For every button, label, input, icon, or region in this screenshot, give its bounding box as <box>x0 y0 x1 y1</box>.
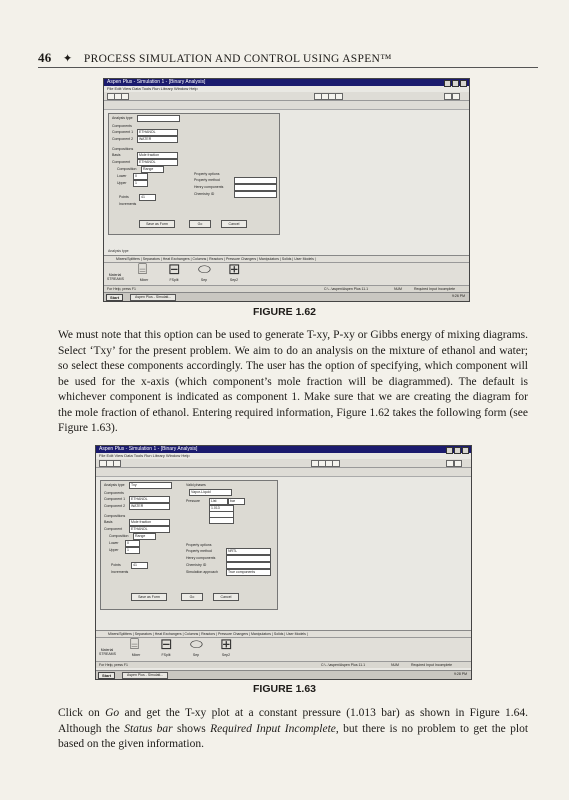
paragraph2-text-d: , but there is no problem to get the plot based on the given information. <box>58 722 529 750</box>
upper-label: Upper <box>109 548 119 552</box>
mixer-icon[interactable]: ⌸ <box>130 635 140 653</box>
model-label-2: FSplit <box>169 278 179 282</box>
analysis-type-label: Analysis type <box>104 483 125 487</box>
chemistry-id-select[interactable] <box>226 562 271 569</box>
fsplit-icon[interactable]: ⊟ <box>160 635 173 653</box>
running-header <box>38 50 538 66</box>
cancel-button[interactable]: Cancel <box>221 220 247 228</box>
component1-select[interactable]: ETHANOL <box>137 129 178 136</box>
figure-1-62-screenshot <box>103 78 470 302</box>
reinit-icon[interactable] <box>335 93 343 100</box>
chemistry-id-select[interactable] <box>234 191 277 198</box>
status-bar <box>104 285 469 292</box>
status-bar-emphasis: Status bar <box>124 722 173 735</box>
points-radio[interactable]: Points <box>111 563 121 567</box>
separator-glyph: ✦ <box>62 53 73 65</box>
composition-spec-label: Composition <box>117 167 137 171</box>
property-method-label: Property method <box>186 549 212 553</box>
sep2-icon[interactable]: ⊞ <box>220 635 233 653</box>
sep2-icon[interactable]: ⊞ <box>228 260 241 278</box>
minimize-icon[interactable] <box>446 447 453 454</box>
basis-label: Basis <box>104 520 113 524</box>
components-label: Components <box>104 491 124 495</box>
valid-phases-select[interactable]: Vapor-Liquid <box>189 489 232 496</box>
analysis-type-select[interactable]: Txy <box>129 482 172 489</box>
toolbar <box>104 92 469 101</box>
window-title: Aspen Plus - Simulation 1 - [Binary Analysis] <box>99 446 198 452</box>
close-icon[interactable] <box>462 447 469 454</box>
property-options-label: Property options <box>186 543 212 547</box>
close-icon[interactable] <box>460 80 467 87</box>
components-label: Components <box>112 124 132 128</box>
mixer-icon[interactable]: ⌸ <box>138 260 148 278</box>
save-icon[interactable] <box>113 460 121 467</box>
minimize-icon[interactable] <box>444 80 451 87</box>
window-controls[interactable] <box>444 80 467 85</box>
property-method-select[interactable] <box>234 177 277 184</box>
basis-select[interactable]: Mole fraction <box>129 519 170 526</box>
upper-input[interactable]: 1 <box>133 180 148 187</box>
henry-components-label: Henry components <box>186 556 216 560</box>
secondary-toolbar <box>104 101 469 110</box>
model-library-palette <box>96 630 471 661</box>
composition-spec-select[interactable]: Range <box>141 166 164 173</box>
fsplit-icon[interactable]: ⊟ <box>168 260 181 278</box>
maximize-icon[interactable] <box>454 447 461 454</box>
status-path: C:\...\aspen\Aspen Plus 11.1 <box>324 287 369 291</box>
upper-label: Upper <box>117 181 127 185</box>
header-rule <box>38 67 538 68</box>
running-title: PROCESS SIMULATION AND CONTROL USING ASPEN™ <box>83 53 392 65</box>
cancel-button[interactable]: Cancel <box>213 593 239 601</box>
property-options-label: Property options <box>194 172 220 176</box>
component2-select[interactable]: WATER <box>129 503 170 510</box>
model-label-1: Mixer <box>131 653 141 657</box>
simulation-approach-label: Simulation approach <box>186 570 218 574</box>
model-label-3: Sep <box>200 278 208 282</box>
binary-analysis-form <box>100 480 278 610</box>
increments-radio[interactable]: Increments <box>111 570 129 574</box>
go-button[interactable]: Go <box>189 220 211 228</box>
taskbar-clock: 9:26 PM <box>451 294 465 298</box>
property-method-select[interactable]: NRTL <box>226 548 271 555</box>
increments-radio[interactable]: Increments <box>119 202 137 206</box>
paragraph2-text-b: and get the T-xy plot at a constant pressure (1.013 bar) as shown in Figure 1.64. Although the <box>58 707 529 735</box>
property-method-label: Property method <box>194 178 220 182</box>
results-icon[interactable] <box>446 460 454 467</box>
composition-spec-select[interactable]: Range <box>133 533 156 540</box>
lower-input[interactable]: 0 <box>125 540 140 547</box>
component2-select[interactable]: WATER <box>137 136 178 143</box>
secondary-toolbar <box>96 468 471 477</box>
menu-bar[interactable]: File Edit View Data Tools Run Library Window Help <box>99 453 190 458</box>
simulation-approach-select[interactable]: True components <box>226 569 271 576</box>
taskbar-item-aspen[interactable]: Aspen Plus - Simulati... <box>122 672 168 679</box>
points-input[interactable]: 41 <box>131 562 148 569</box>
go-button[interactable]: Go <box>181 593 203 601</box>
henry-components-select[interactable] <box>226 555 271 562</box>
taskbar <box>104 292 469 301</box>
model-label-4: Sep2 <box>229 278 239 282</box>
lower-label: Lower <box>117 174 127 178</box>
status-help: For Help, press F1 <box>107 287 136 291</box>
start-button[interactable]: Start <box>98 672 115 679</box>
help-icon[interactable] <box>452 93 460 100</box>
upper-input[interactable]: 1 <box>125 547 140 554</box>
model-label-4: Sep2 <box>221 653 231 657</box>
pressure-entry[interactable]: 1.013 <box>209 505 234 512</box>
status-help: For Help, press F1 <box>99 663 128 667</box>
component2-label: Component 2 <box>112 137 134 141</box>
analysis-type-label: Analysis type <box>112 116 133 120</box>
go-emphasis: Go <box>105 707 120 719</box>
figure-1-63-caption: FIGURE 1.63 <box>252 683 317 695</box>
component2-label: Component 2 <box>104 504 126 508</box>
reinit-icon[interactable] <box>332 460 340 467</box>
component-select[interactable]: ETHANOL <box>129 526 170 533</box>
component-label: Component <box>112 160 131 164</box>
chemistry-id-label: Chemistry ID <box>186 563 207 567</box>
component-label: Component <box>104 527 123 531</box>
figure-1-63-screenshot <box>95 445 472 680</box>
window-titlebar <box>96 446 471 453</box>
maximize-icon[interactable] <box>452 80 459 87</box>
model-library-tabs[interactable]: Mixers/Splitters | Separators | Heat Exchangers | Columns | Reactors | Pressure Changers | Manipulators | Solids | User Models | <box>96 631 471 638</box>
lower-label: Lower <box>109 541 119 545</box>
model-label-1: Mixer <box>139 278 149 282</box>
page-number: 46 <box>38 50 52 65</box>
composition-spec-label: Composition <box>109 534 129 538</box>
taskbar-item-aspen[interactable]: Aspen Plus - Simulati... <box>130 294 176 301</box>
model-label-3: Sep <box>192 653 200 657</box>
paragraph2-text-c: shows <box>172 722 211 735</box>
chemistry-id-label: Chemistry ID <box>194 192 215 196</box>
compositions-label: Compositions <box>112 147 134 151</box>
menu-bar[interactable]: File Edit View Data Tools Run Library Window Help <box>107 86 198 91</box>
start-button[interactable]: Start <box>106 294 123 301</box>
status-num: NUM <box>391 663 399 667</box>
status-message: Required Input Incomplete <box>411 663 453 667</box>
pressure-entry-empty-2[interactable] <box>209 517 234 524</box>
basis-select[interactable]: Mole fraction <box>137 152 178 159</box>
pressure-label: Pressure <box>186 499 201 503</box>
streams-label[interactable]: Material STREAMS <box>107 273 124 281</box>
pressure-unit-select[interactable]: bar <box>228 498 245 505</box>
results-icon[interactable] <box>444 93 452 100</box>
sep-icon[interactable]: ⬭ <box>198 260 211 278</box>
model-library-tabs[interactable]: Mixers/Splitters | Separators | Heat Exchangers | Columns | Reactors | Pressure Changers | Manipulators | Solids | User Models | <box>104 256 469 263</box>
component1-select[interactable]: ETHANOL <box>129 496 170 503</box>
body-paragraph-1: We must note that this option can be used to generate T-xy, P-xy or Gibbs energy of mixing diagrams. Select ‘Txy’ for the present problem. We aim to do an analysis on the mixture of ethanol and water; so select these components accordingly. The user has the option of specifying, which component will be used for the x-axis (which component’s mole fraction will be diagrammed). The default is whichever component is indicated as component 1. Make sure that we are creating the diagram for the mole fraction of ethanol. Entering required information, Figure 1.62 takes the following form (see Figure 1.63). <box>58 329 528 434</box>
compositions-label: Compositions <box>104 514 126 518</box>
required-input-emphasis: Required Input Incomplete <box>210 722 336 735</box>
toolbar <box>96 459 471 468</box>
body-paragraph-2 <box>58 706 528 753</box>
sep-icon[interactable]: ⬭ <box>190 635 203 653</box>
binary-analysis-form <box>108 113 280 235</box>
model-library-palette <box>104 255 469 286</box>
status-message: Required Input Incomplete <box>414 287 456 291</box>
taskbar <box>96 670 471 679</box>
save-icon[interactable] <box>121 93 129 100</box>
window-title: Aspen Plus - Simulation 1 - [Binary Analysis] <box>107 79 206 85</box>
henry-components-label: Henry components <box>194 185 224 189</box>
save-as-form-button[interactable]: Save as Form <box>131 593 167 601</box>
window-titlebar <box>104 79 469 86</box>
lower-input[interactable]: 0 <box>133 173 148 180</box>
streams-label[interactable]: Material STREAMS <box>99 648 116 656</box>
status-path: C:\...\aspen\Aspen Plus 11.1 <box>321 663 366 667</box>
status-num: NUM <box>394 287 402 291</box>
model-label-2: FSplit <box>161 653 171 657</box>
henry-components-select[interactable] <box>234 184 277 191</box>
valid-phases-label: Valid phases <box>186 483 206 487</box>
analysis-type-select[interactable] <box>137 115 180 122</box>
points-input[interactable]: 41 <box>139 194 156 201</box>
taskbar-clock: 9:28 PM <box>453 672 467 676</box>
paragraph2-text-a: Click on <box>58 707 106 719</box>
component1-label: Component 1 <box>112 130 134 134</box>
help-icon[interactable] <box>454 460 462 467</box>
pressure-mode-select[interactable]: List <box>209 498 228 505</box>
figure-1-62-caption: FIGURE 1.62 <box>252 306 317 318</box>
status-bar <box>96 661 471 668</box>
component-select[interactable]: ETHANOL <box>137 159 178 166</box>
window-controls[interactable] <box>446 447 469 452</box>
component1-label: Component 1 <box>104 497 126 501</box>
save-as-form-button[interactable]: Save as Form <box>139 220 175 228</box>
basis-label: Basis <box>112 153 121 157</box>
points-radio[interactable]: Points <box>119 195 129 199</box>
prompt-hint: Analysis type <box>108 249 129 253</box>
